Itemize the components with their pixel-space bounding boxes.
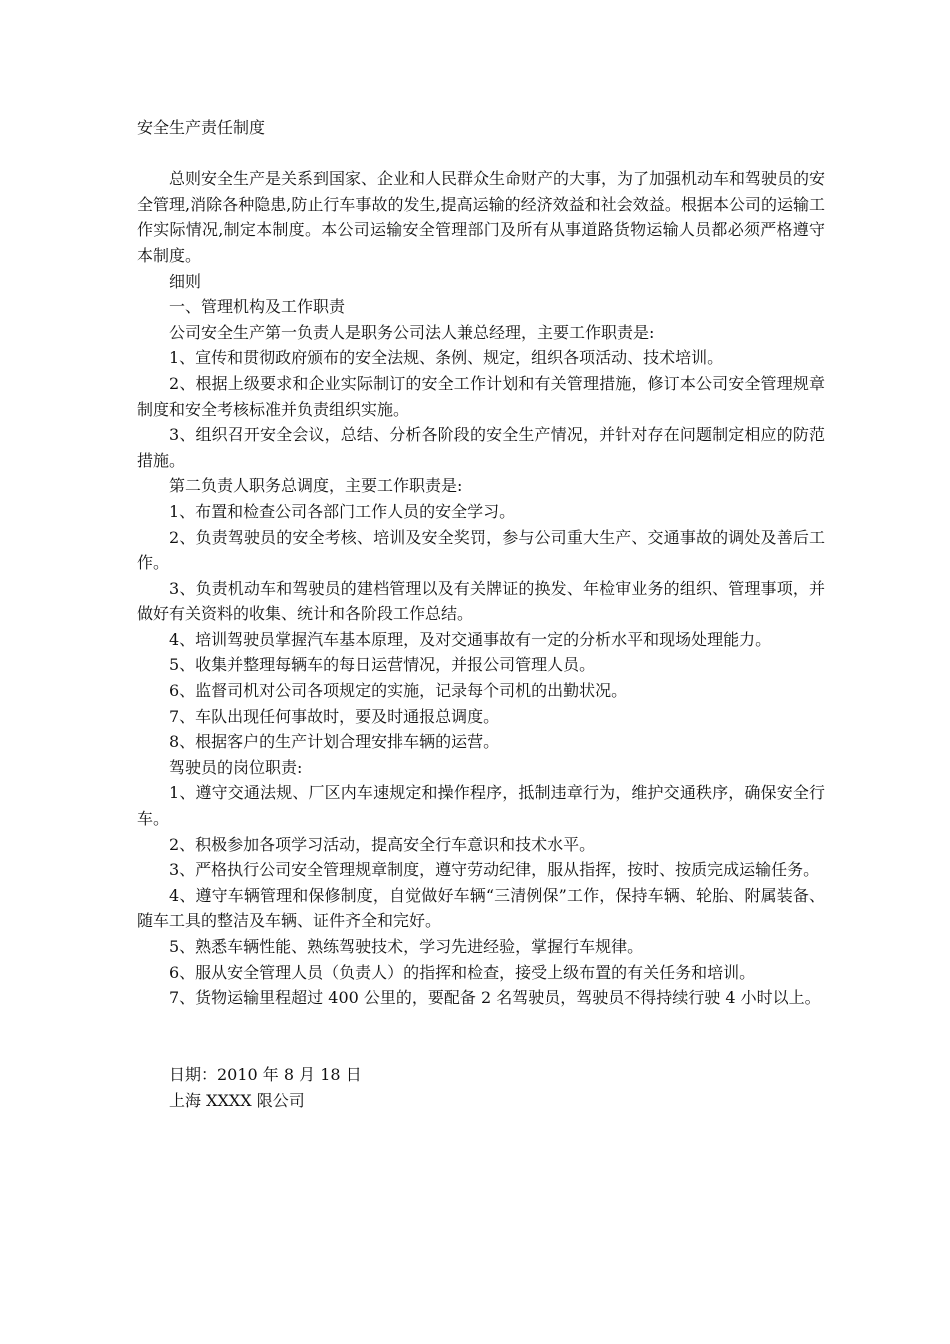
list-item: 2、根据上级要求和企业实际制订的安全工作计划和有关管理措施，修订本公司安全管理规章制度和安全考核标准并负责组织实施。	[137, 373, 825, 419]
spacer	[137, 1011, 825, 1062]
date-line: 日期：2010 年 8 月 18 日	[169, 1064, 362, 1084]
list-item: 7、货物运输里程超过 400 公里的，要配备 2 名驾驶员，驾驶员不得持续行驶 4 小时以上。	[169, 988, 821, 1008]
paragraph-second-responsible: 第二负责人职务总调度，主要工作职责是:	[169, 476, 463, 496]
list-item: 5、熟悉车辆性能、熟练驾驶技术，学习先进经验，掌握行车规律。	[169, 937, 644, 956]
list-item: 6、监督司机对公司各项规定的实施，记录每个司机的出勤状况。	[169, 681, 628, 701]
list-item: 1、遵守交通法规、厂区内车速规定和操作程序，抵制违章行为，维护交通秩序，确保安全行车。	[137, 783, 825, 829]
paragraph-general-principles: 总则安全生产是关系到国家、企业和人民群众生命财产的大事，为了加强机动车和驾驶员的安全管理,消除各种隐患,防止行车事故的发生,提高运输的经济效益和社会效益。根据本公司的运输工作实际情况,制定本制度。本公司运输安全管理部门及所有从事道路货物运输人员都必须严格遵守本制度。	[137, 169, 826, 265]
document-title: 安全生产责任制度	[137, 118, 266, 137]
list-item: 3、组织召开安全会议，总结、分析各阶段的安全生产情况，并针对存在问题制定相应的防范措施。	[137, 425, 825, 470]
list-item: 1、布置和检查公司各部门工作人员的安全学习。	[169, 501, 516, 521]
list-item: 8、根据客户的生产计划合理安排车辆的运营。	[169, 732, 500, 752]
list-item: 5、收集并整理每辆车的每日运营情况，并报公司管理人员。	[169, 655, 596, 675]
spacer	[137, 141, 825, 167]
list-item: 4、遵守车辆管理和保修制度，自觉做好车辆“三清例保”工作，保持车辆、轮胎、附属装备、随车工具的整洁及车辆、证件齐全和完好。	[137, 885, 825, 931]
paragraph-first-responsible: 公司安全生产第一负责人是职务公司法人兼总经理，主要工作职责是:	[169, 322, 655, 342]
list-item: 2、积极参加各项学习活动，提高安全行车意识和技术水平。	[169, 834, 596, 854]
company-name: 上海 XXXX 限公司	[169, 1090, 305, 1110]
section-heading-management: 一、管理机构及工作职责	[169, 297, 346, 317]
paragraph-details-heading: 细则	[169, 271, 202, 291]
list-item: 2、负责驾驶员的安全考核、培训及安全奖罚，参与公司重大生产、交通事故的调处及善后工作。	[137, 527, 825, 573]
list-item: 3、严格执行公司安全管理规章制度，遵守劳动纪律，服从指挥，按时、按质完成运输任务。	[169, 860, 820, 880]
list-item: 3、负责机动车和驾驶员的建档管理以及有关牌证的换发、年检审业务的组织、管理事项，并做好有关资料的收集、统计和各阶段工作总结。	[137, 578, 825, 624]
section-heading-driver-duties: 驾驶员的岗位职责:	[169, 757, 303, 777]
list-item: 1、宣传和贯彻政府颁布的安全法规、条例、规定，组织各项活动、技术培训。	[169, 348, 724, 368]
list-item: 6、服从安全管理人员（负责人）的指挥和检查，接受上级布置的有关任务和培训。	[169, 962, 756, 982]
list-item: 4、培训驾驶员掌握汽车基本原理，及对交通事故有一定的分析水平和现场处理能力。	[169, 629, 772, 649]
list-item: 7、车队出现任何事故时，要及时通报总调度。	[169, 706, 500, 726]
document-body	[137, 115, 825, 1113]
